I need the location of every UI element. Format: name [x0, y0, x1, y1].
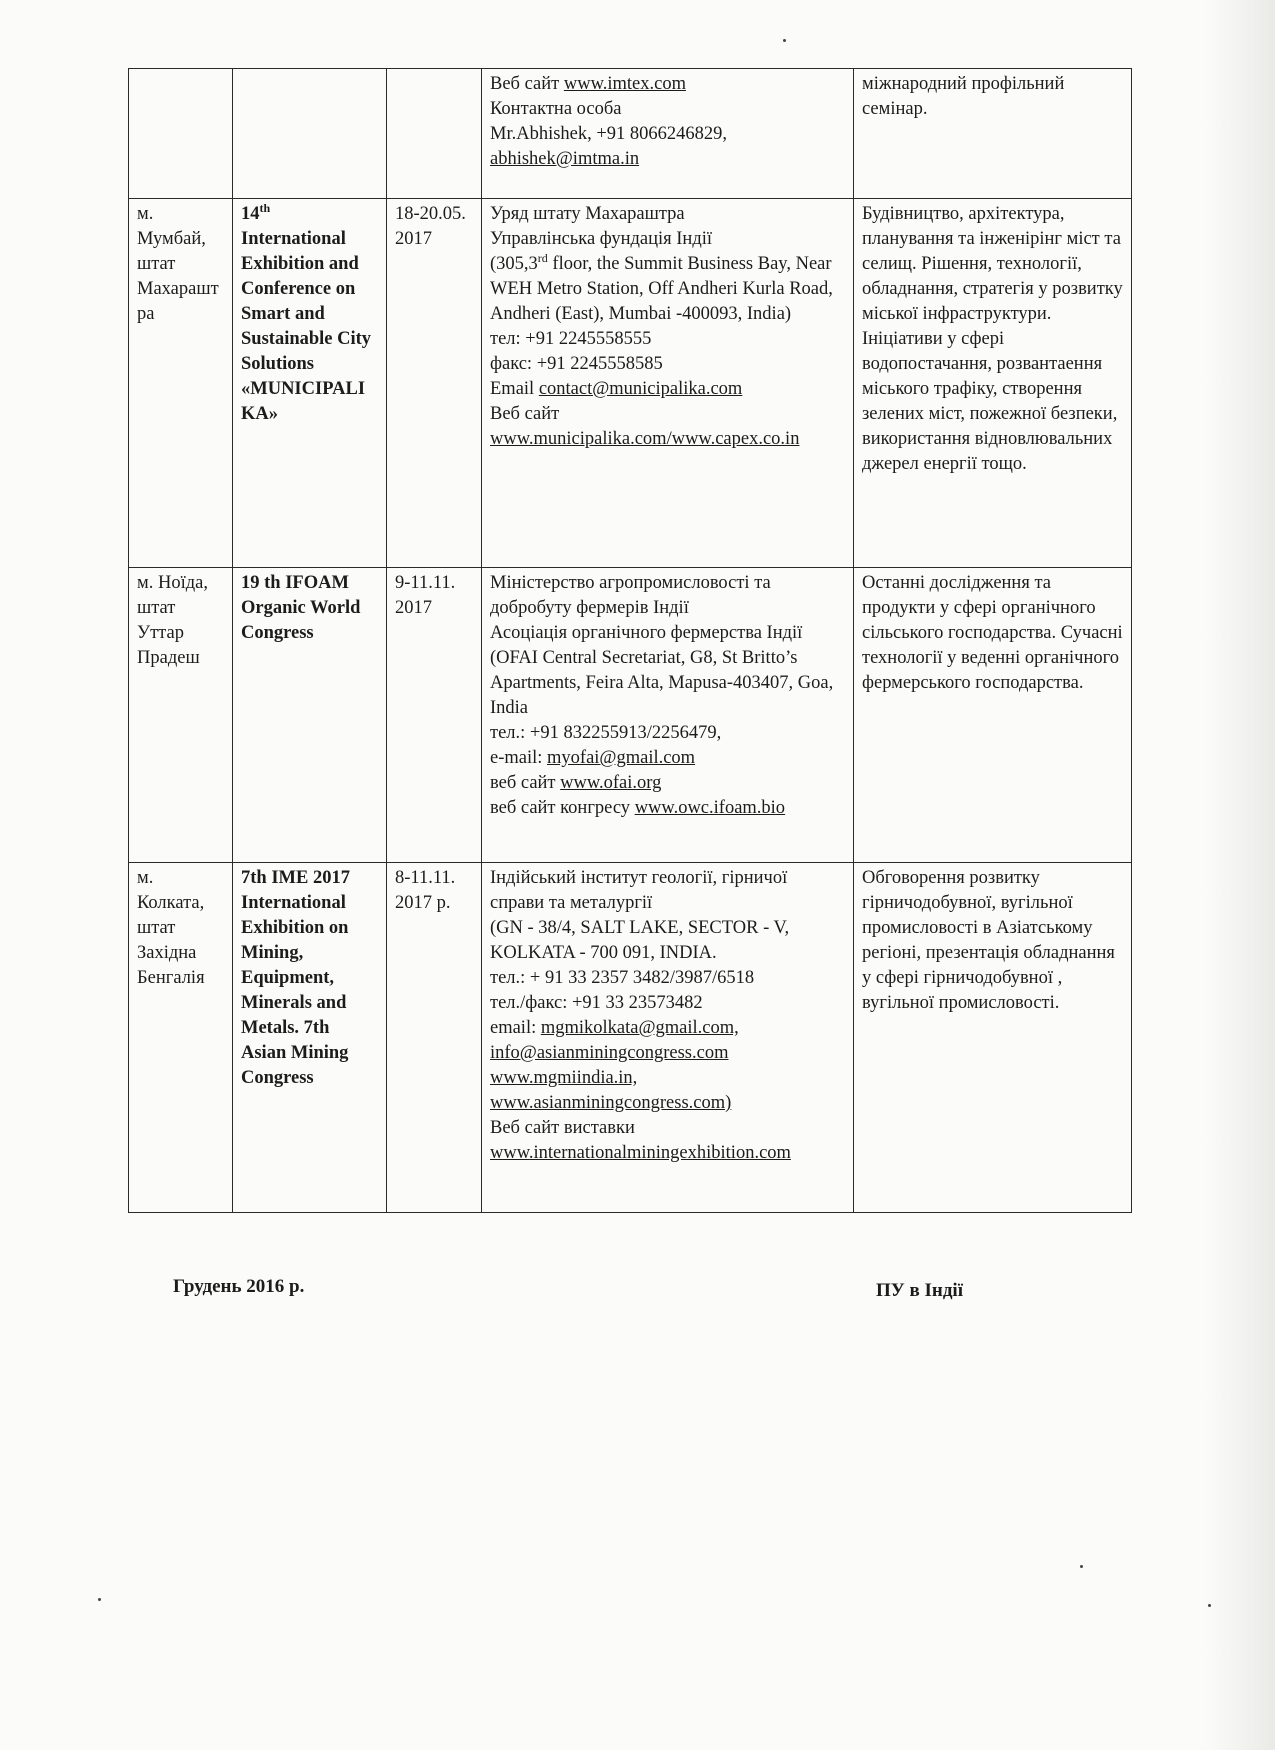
website-label: Веб сайт виставки [490, 1118, 635, 1138]
city-cell: м. Ноїда, штат Уттар Прадеш [129, 568, 233, 863]
organizer-line: Веб сайт www.imtex.com [490, 74, 686, 94]
table-row [129, 199, 1132, 568]
email-label: Email [490, 379, 539, 399]
website-link[interactable]: www.ofai.org [560, 773, 662, 793]
address-superscript: rd [537, 250, 548, 265]
fax-line: тел./факс: +91 33 23573482 [490, 993, 703, 1013]
address-part: floor, the Summit Business Bay, Near WEH Metro Station, Off Andheri Kurla Road, Andheri (East), Mumbai -400093, India) [490, 254, 833, 324]
event-name-cell: 19 th IFOAM Organic World Congress [233, 568, 387, 863]
organizer-cell [482, 69, 854, 199]
website-link[interactable]: www.mgmiindia.in, [490, 1068, 638, 1088]
event-name-cell [233, 69, 387, 199]
scan-speck [783, 39, 786, 42]
events-table [128, 68, 1132, 1213]
scan-speck [98, 1598, 101, 1601]
email-link[interactable]: mgmikolkata@gmail.com, [540, 1018, 739, 1038]
website-label: веб сайт [490, 773, 561, 793]
organizer-line: Контактна особа [490, 99, 622, 119]
email-link[interactable]: contact@municipalika.com [538, 379, 743, 399]
email-link[interactable]: info@asianminingcongress.com [490, 1043, 729, 1063]
event-title: International Exhibition and Conference on Smart and Sustainable City Solutions «MUNICIPALIKA» [241, 229, 372, 424]
congress-website-line [490, 796, 845, 821]
organizer-line: Управлінська фундація Індії [490, 229, 713, 249]
website-label: веб сайт конгресу [490, 798, 635, 818]
email-label: email: [490, 1018, 541, 1038]
dates-cell [387, 69, 482, 199]
scan-speck [1208, 1604, 1211, 1607]
email-line [490, 746, 845, 771]
phone-line: тел.: +91 832255913/2256479, [490, 723, 722, 743]
description-cell: міжнародний профільний семінар. [854, 69, 1132, 199]
organizer-address [490, 252, 845, 327]
phone-line: тел.: + 91 33 2357 3482/3987/6518 [490, 968, 755, 988]
website-link[interactable]: www.imtex.com [563, 74, 686, 94]
website-link[interactable]: www.asianminingcongress.com) [490, 1093, 732, 1113]
fax-line: факс: +91 2245558585 [490, 354, 663, 374]
organizer-cell [482, 863, 854, 1213]
email-link[interactable]: abhishek@imtma.in [490, 149, 640, 169]
description-cell: Останні дослідження та продукти у сфері органічного сільського господарства. Сучасні технології у веденні органічного фермерського господарства. [854, 568, 1132, 863]
organizer-address: (OFAI Central Secretariat, G8, St Britto’s Apartments, Feira Alta, Mapusa-403407, Goa, India [490, 648, 834, 718]
organizer-cell [482, 199, 854, 568]
city-cell: м. Колката, штат Західна Бенгалія [129, 863, 233, 1213]
event-name-cell [233, 199, 387, 568]
website-link[interactable]: www.municipalika.com/www.capex.co.in [490, 429, 800, 449]
footer-office: ПУ в Індії [876, 1280, 963, 1301]
table-row [129, 69, 1132, 199]
event-number: 14 [241, 204, 260, 224]
table-row [129, 863, 1132, 1213]
organizer-line: Міністерство агропромисловості та добробуту фермерів Індії [490, 573, 771, 618]
organizer-line: Асоціація органічного фермерства Індії [490, 623, 803, 643]
event-superscript: th [259, 200, 271, 215]
dates-cell: 18-20.05. 2017 [387, 199, 482, 568]
website-label: Веб сайт [490, 404, 560, 424]
organizer-address: (GN - 38/4, SALT LAKE, SECTOR - V, KOLKATA - 700 091, INDIA. [490, 918, 790, 963]
event-name-cell: 7th IME 2017 International Exhibition on Mining, Equipment, Minerals and Metals. 7th Asian Mining Congress [233, 863, 387, 1213]
email-link[interactable]: myofai@gmail.com [547, 748, 696, 768]
scan-speck [1080, 1565, 1083, 1568]
organizer-cell [482, 568, 854, 863]
dates-cell: 9-11.11. 2017 [387, 568, 482, 863]
organizer-line: Уряд штату Махараштра [490, 204, 685, 224]
organizer-line: Індійський інститут геології, гірничої справи та металургії [490, 868, 788, 913]
email-label: e-mail: [490, 748, 548, 768]
city-cell [129, 69, 233, 199]
dates-cell: 8-11.11. 2017 р. [387, 863, 482, 1213]
phone-line: тел: +91 2245558555 [490, 329, 652, 349]
table-row [129, 568, 1132, 863]
footer-date: Грудень 2016 р. [173, 1276, 305, 1297]
email-line [490, 377, 845, 402]
website-line [490, 771, 845, 796]
email-line [490, 1016, 845, 1041]
description-cell: Будівництво, архітектура, планування та інженірінг міст та селищ. Рішення, технології, обладнання, стратегія у розвитку міської інфраструктури. Ініціативи у сфері водопостачання, розвантаення міського трафіку, створення зелених міст, пожежної безпеки, використання відновлювальних джерел енергії тощо. [854, 199, 1132, 568]
organizer-line: Mr.Abhishek, +91 8066246829, [490, 124, 728, 144]
exhibition-website-link[interactable]: www.internationalminingexhibition.com [490, 1143, 791, 1163]
congress-website-link[interactable]: www.owc.ifoam.bio [634, 798, 786, 818]
description-cell: Обговорення розвитку гірничодобувної, вугільної промисловості в Азіатському регіоні, презентація обладнання у сфері гірничодобувної , вугільної промисловості. [854, 863, 1132, 1213]
scan-page-edge [1205, 0, 1275, 1750]
address-part: (305,3 [490, 254, 538, 274]
city-cell: м. Мумбай, штат Махараштра [129, 199, 233, 568]
